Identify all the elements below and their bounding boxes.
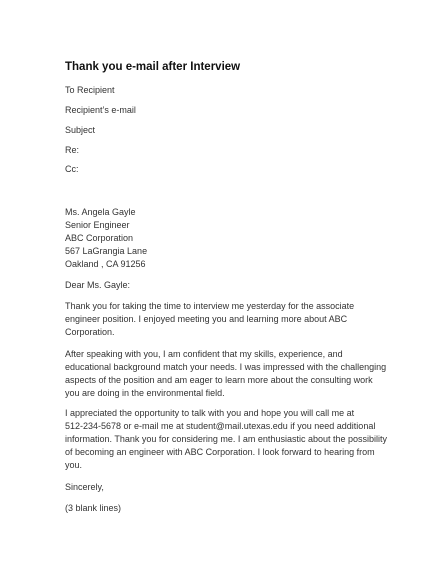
paragraph-1 — [65, 300, 385, 339]
paragraph-2-line: educational background match your needs. I was impressed with the challenging — [65, 362, 387, 372]
paragraph-1-line: Corporation. — [65, 327, 115, 337]
paragraph-2-line: you are doing in the environmental field. — [65, 388, 225, 398]
paragraph-3-line: I appreciated the opportunity to talk with you and hope you will call me at — [65, 408, 355, 418]
cc-field: Cc: — [65, 164, 79, 174]
paragraph-3-line: you. — [65, 460, 83, 470]
paragraph-3 — [65, 407, 388, 472]
recipient-email-field: Recipient’s e-mail — [65, 105, 136, 115]
address-street: 567 LaGrangia Lane — [65, 246, 148, 256]
subject-field: Subject — [65, 125, 96, 135]
paragraph-2-line: After speaking with you, I am confident that my skills, experience, and — [65, 349, 343, 359]
paragraph-1-line: engineer position. I enjoyed meeting you and learning more about ABC — [65, 314, 348, 324]
paragraph-2-line: aspects of the position and am eager to learn more about the consulting work — [65, 375, 373, 385]
address-name: Ms. Angela Gayle — [65, 207, 136, 217]
address-company: ABC Corporation — [65, 233, 134, 243]
paragraph-2 — [65, 348, 385, 400]
re-field: Re: — [65, 145, 80, 155]
salutation: Dear Ms. Gayle: — [65, 280, 131, 290]
address-city: Oakland , CA 91256 — [65, 259, 146, 269]
paragraph-3-line: 512-234-5678 or e-mail me at student@mail.utexas.edu if you need additional — [65, 421, 376, 431]
address-title: Senior Engineer — [65, 220, 130, 230]
closing: Sincerely, — [65, 482, 104, 492]
document-title: Thank you e-mail after Interview — [65, 61, 241, 73]
signature-note: (3 blank lines) — [65, 503, 122, 513]
to-recipient-field: To Recipient — [65, 85, 115, 95]
paragraph-3-line: information. Thank you for considering me. I am enthusiastic about the possibility — [65, 434, 388, 444]
paragraph-3-line: of becoming an engineer with ABC Corporation. I look forward to hearing from — [65, 447, 375, 457]
paragraph-1-line: Thank you for taking the time to interview me yesterday for the associate — [65, 301, 355, 311]
